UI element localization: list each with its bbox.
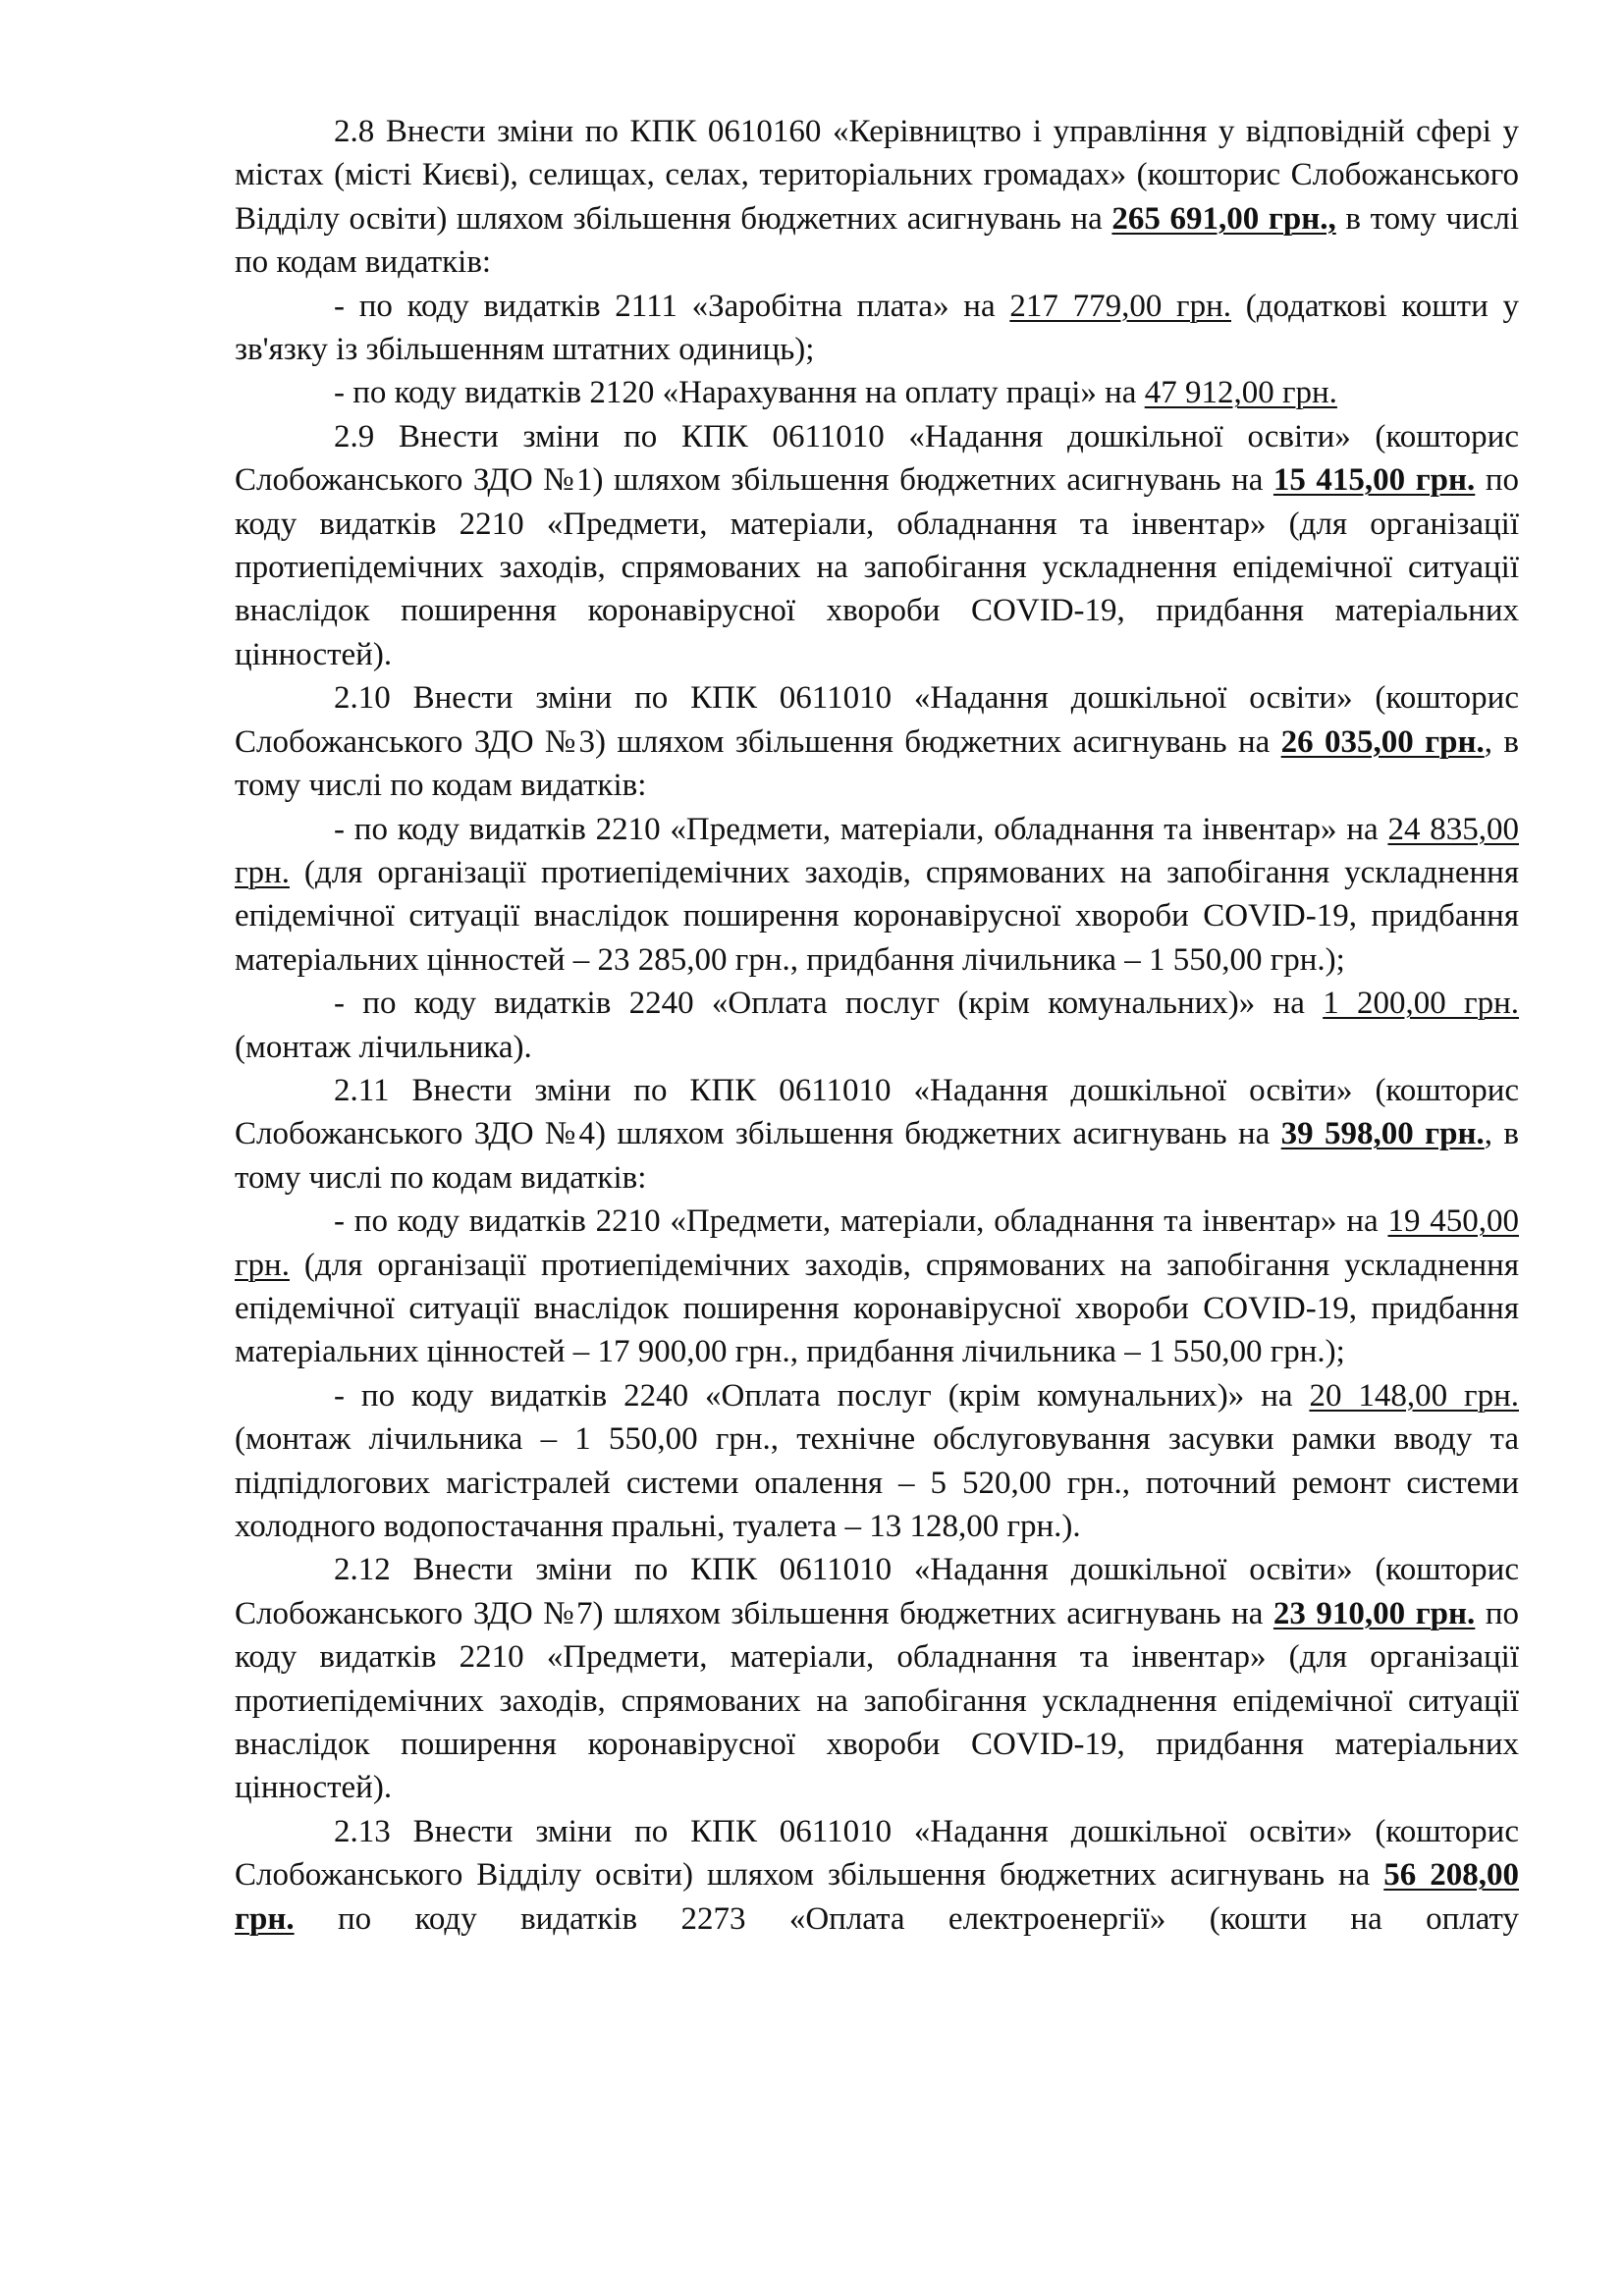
paragraph-2-13-after: по коду видатків 2273 «Оплата електроенергії» (кошти на оплату bbox=[294, 1900, 1519, 1937]
paragraph-2-8 bbox=[235, 110, 1519, 285]
item-amount: 1 200,00 грн. bbox=[1323, 986, 1519, 1022]
paragraph-2-12-amount: 23 910,00 грн. bbox=[1272, 1595, 1476, 1631]
item-note: (додаткові кошти у зв'язку із збільшенням штатних одиниць); bbox=[235, 288, 1519, 368]
item-amount: 24 835,00 грн. bbox=[235, 811, 1519, 890]
item-note: (для організації протиепідемічних заходів, спрямованих на запобігання ускладнення епідемічної ситуації внаслідок поширення коронавірусної хвороби COVID-19, придбання матеріальних цінностей – 17 900,00 грн., придбання лічильника – 1 550,00 грн.); bbox=[235, 1247, 1519, 1370]
item-note: (для організації протиепідемічних заходів, спрямованих на запобігання ускладнення епідемічної ситуації внаслідок поширення коронавірусної хвороби COVID-19, придбання матеріальних цінностей – 23 285,00 грн., придбання лічильника – 1 550,00 грн.); bbox=[235, 854, 1519, 978]
paragraph-2-13 bbox=[235, 1810, 1519, 1941]
paragraph-2-12-after: по коду видатків 2210 «Предмети, матеріали, обладнання та інвентар» (для організації протиепідемічних заходів, спрямованих на запобігання ускладнення епідемічної ситуації внаслідок поширення коронавірусної хвороби COVID-19, придбання матеріальних цінностей). bbox=[235, 1595, 1519, 1806]
paragraph-2-8-item-2120 bbox=[235, 371, 1519, 414]
paragraph-2-11 bbox=[235, 1069, 1519, 1200]
paragraph-2-12-intro: 2.12 Внести зміни по КПК 0611010 «Надання дошкільної освіти» (кошторис Слобожанського ЗДО №7) шляхом збільшення бюджетних асигнувань на bbox=[235, 1552, 1519, 1631]
item-text: - по коду видатків 2240 «Оплата послуг (крім комунальних)» на bbox=[334, 986, 1324, 1022]
paragraph-2-10-item-2210 bbox=[235, 808, 1519, 983]
item-text: - по коду видатків 2210 «Предмети, матеріали, обладнання та інвентар» на bbox=[334, 811, 1388, 847]
item-amount: 20 148,00 грн. bbox=[1309, 1377, 1519, 1414]
paragraph-2-10-item-2240 bbox=[235, 982, 1519, 1069]
paragraph-2-11-amount: 39 598,00 грн. bbox=[1280, 1116, 1485, 1152]
item-text: - по коду видатків 2120 «Нарахування на оплату праці» на bbox=[334, 375, 1145, 411]
item-note: (монтаж лічильника – 1 550,00 грн., технічне обслуговування засувки рамки вводу та підпідлогових магістралей системи опалення – 5 520,00 грн., поточний ремонт системи холодного водопостачання пральні, туалета – 13 128,00 грн.). bbox=[235, 1421, 1519, 1544]
paragraph-2-8-after: в тому числі по кодам видатків: bbox=[235, 200, 1519, 281]
item-note: (монтаж лічильника). bbox=[235, 1029, 532, 1065]
item-text: - по коду видатків 2210 «Предмети, матеріали, обладнання та інвентар» на bbox=[334, 1203, 1388, 1240]
paragraph-2-10 bbox=[235, 676, 1519, 807]
paragraph-2-12 bbox=[235, 1548, 1519, 1809]
paragraph-2-10-amount: 26 035,00 грн. bbox=[1280, 723, 1485, 760]
item-text: - по коду видатків 2240 «Оплата послуг (крім комунальних)» на bbox=[334, 1377, 1310, 1414]
paragraph-2-13-amount: 56 208,00 грн. bbox=[235, 1857, 1519, 1937]
paragraph-2-11-item-2210 bbox=[235, 1200, 1519, 1374]
item-amount: 19 450,00 грн. bbox=[235, 1203, 1519, 1283]
item-text: - по коду видатків 2111 «Заробітна плата» на bbox=[334, 288, 1010, 324]
paragraph-2-8-item-2111 bbox=[235, 285, 1519, 372]
paragraph-2-8-intro: 2.8 Внести зміни по КПК 0610160 «Керівництво і управління у відповідній сфері у містах (місті Києві), селищах, селах, територіальних громадах» (кошторис Слобожанського Відділу освіти) шляхом збільшення бюджетних асигнувань на bbox=[235, 114, 1519, 237]
item-amount: 217 779,00 грн. bbox=[1009, 288, 1232, 324]
paragraph-2-11-item-2240 bbox=[235, 1374, 1519, 1549]
paragraph-2-10-after: , в тому числі по кодам видатків: bbox=[235, 723, 1519, 804]
paragraph-2-9-intro: 2.9 Внести зміни по КПК 0611010 «Надання дошкільної освіти» (кошторис Слобожанського ЗДО №1) шляхом збільшення бюджетних асигнувань на bbox=[235, 418, 1519, 499]
paragraph-2-9-after: по коду видатків 2210 «Предмети, матеріали, обладнання та інвентар» (для організації протиепідемічних заходів, спрямованих на запобігання ускладнення епідемічної ситуації внаслідок поширення коронавірусної хвороби COVID-19, придбання матеріальних цінностей). bbox=[235, 462, 1519, 672]
document-page bbox=[235, 110, 1519, 1941]
paragraph-2-11-intro: 2.11 Внести зміни по КПК 0611010 «Надання дошкільної освіти» (кошторис Слобожанського ЗДО №4) шляхом збільшення бюджетних асигнувань на bbox=[235, 1072, 1519, 1152]
paragraph-2-11-after: , в тому числі по кодам видатків: bbox=[235, 1116, 1519, 1196]
paragraph-2-8-amount: 265 691,00 грн., bbox=[1111, 200, 1336, 237]
paragraph-2-10-intro: 2.10 Внести зміни по КПК 0611010 «Надання дошкільної освіти» (кошторис Слобожанського ЗДО №3) шляхом збільшення бюджетних асигнувань на bbox=[235, 680, 1519, 760]
item-amount: 47 912,00 грн. bbox=[1144, 375, 1337, 411]
paragraph-2-9 bbox=[235, 415, 1519, 676]
paragraph-2-13-intro: 2.13 Внести зміни по КПК 0611010 «Надання дошкільної освіти» (кошторис Слобожанського Відділу освіти) шляхом збільшення бюджетних асигнувань на bbox=[235, 1813, 1519, 1894]
paragraph-2-9-amount: 15 415,00 грн. bbox=[1272, 462, 1476, 499]
